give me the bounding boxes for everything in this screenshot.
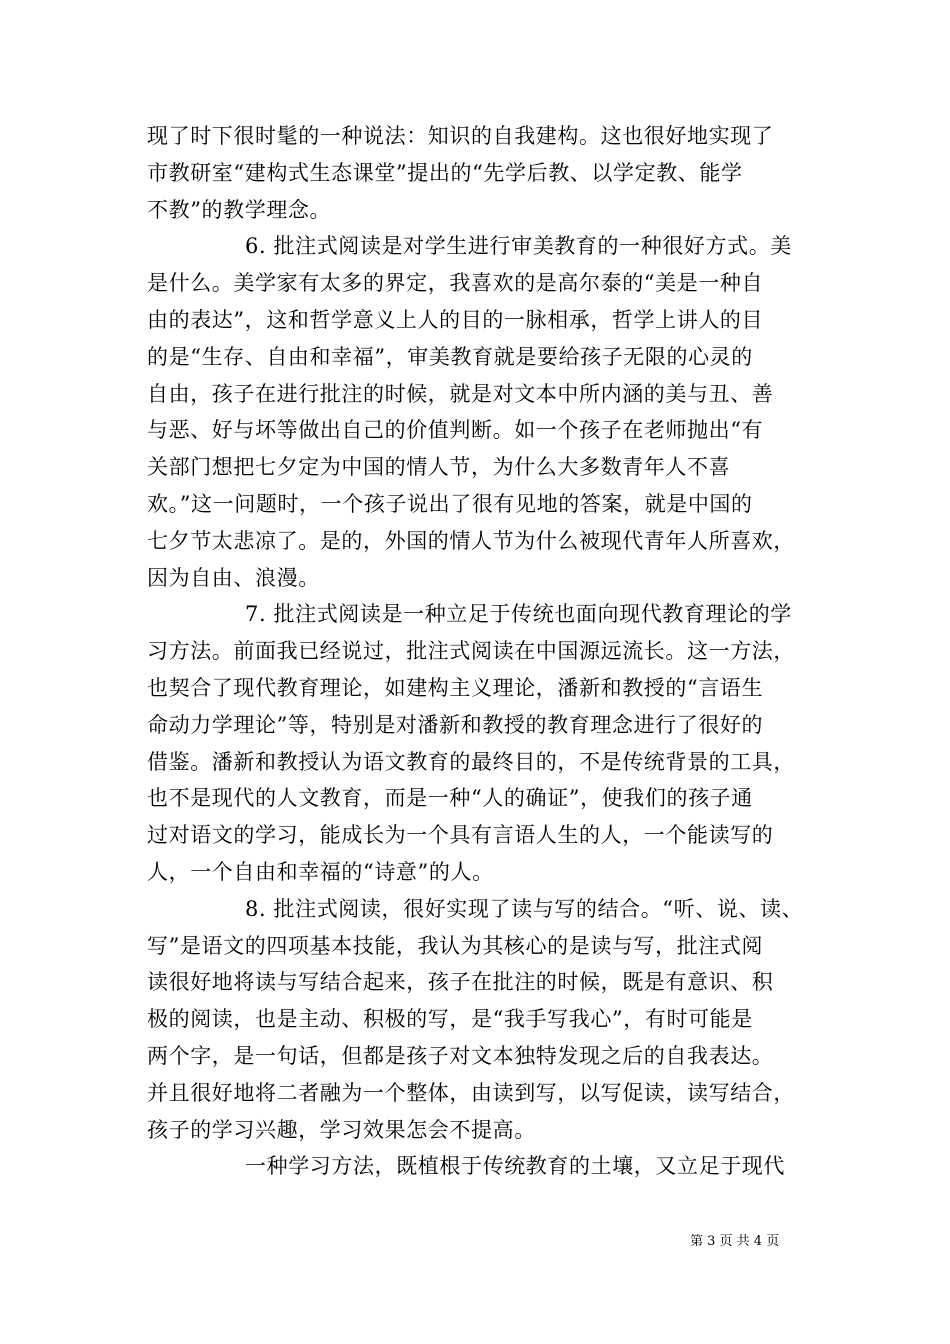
- text-line: 市教研室“建构式生态课堂”提出的“先学后教、以学定教、能学: [147, 160, 743, 185]
- text-line: 写”是语文的四项基本技能，我认为其核心的是读与写，批注式阅: [147, 933, 764, 958]
- text-line: 与恶、好与坏等做出自己的价值判断。如一个孩子在老师抛出“有: [147, 418, 764, 443]
- text-line: 孩子的学习兴趣，学习效果怎会不提高。: [147, 1117, 536, 1142]
- text-line: 因为自由、浪漫。: [147, 565, 320, 590]
- text-line: 过对语文的学习，能成长为一个具有言语人生的人，一个能读写的: [147, 823, 774, 848]
- paragraph-first-line: 7. 批注式阅读是一种立足于传统也面向现代教育理论的学: [245, 602, 792, 627]
- text-line: 也契合了现代教育理论，如建构主义理论，潘新和教授的“言语生: [147, 675, 764, 700]
- text-line: 是什么。美学家有太多的界定，我喜欢的是高尔泰的“美是一种自: [147, 271, 764, 296]
- text-line: 并且很好地将二者融为一个整体，由读到写，以写促读，读写结合，: [147, 1080, 795, 1105]
- text-line: 命动力学理论”等，特别是对潘新和教授的教育理念进行了很好的: [147, 712, 764, 737]
- text-line: 习方法。前面我已经说过，批注式阅读在中国源远流长。这一方法，: [147, 639, 795, 664]
- text-line: 关部门想把七夕定为中国的情人节，为什么大多数青年人不喜: [147, 455, 731, 480]
- text-line: 极的阅读，也是主动、积极的写，是“我手写我心”，有时可能是: [147, 1007, 753, 1032]
- text-line: 七夕节太悲凉了。是的，外国的情人节为什么被现代青年人所喜欢，: [147, 528, 795, 553]
- text-line: 两个字，是一句话，但都是孩子对文本独特发现之后的自我表达。: [147, 1043, 774, 1068]
- text-line: 读很好地将读与写结合起来，孩子在批注的时候，既是有意识、积: [147, 970, 774, 995]
- text-line: 借鉴。潘新和教授认为语文教育的最终目的，不是传统背景的工具，: [147, 749, 795, 774]
- page-number-footer: 第 3 页 共 4 页: [690, 1234, 780, 1249]
- text-line: 自由，孩子在进行批注的时候，就是对文本中所内涵的美与丑、善: [147, 381, 774, 406]
- text-line: 不教”的教学理念。: [147, 197, 332, 222]
- body-text: [147, 118, 807, 1185]
- text-line: 欢。”这一问题时，一个孩子说出了很有见地的答案，就是中国的: [147, 491, 753, 516]
- paragraph-first-line: 8. 批注式阅读，很好实现了读与写的结合。“听、说、读、: [245, 896, 804, 921]
- text-line: 人，一个自由和幸福的“诗意”的人。: [147, 859, 494, 884]
- text-line: 的是“生存、自由和幸福”，审美教育就是要给孩子无限的心灵的: [147, 344, 753, 369]
- text-line: 由的表达”，这和哲学意义上人的目的一脉相承，哲学上讲人的目: [147, 307, 764, 332]
- text-line: 也不是现代的人文教育，而是一种“人的确证”，使我们的孩子通: [147, 786, 753, 811]
- text-line: 现了时下很时髦的一种说法：知识的自我建构。这也很好地实现了: [147, 124, 774, 148]
- paragraph-first-line: 6. 批注式阅读是对学生进行审美教育的一种很好方式。美: [245, 234, 792, 259]
- paragraph-first-line: 一种学习方法，既植根于传统教育的土壤，又立足于现代: [245, 1154, 785, 1179]
